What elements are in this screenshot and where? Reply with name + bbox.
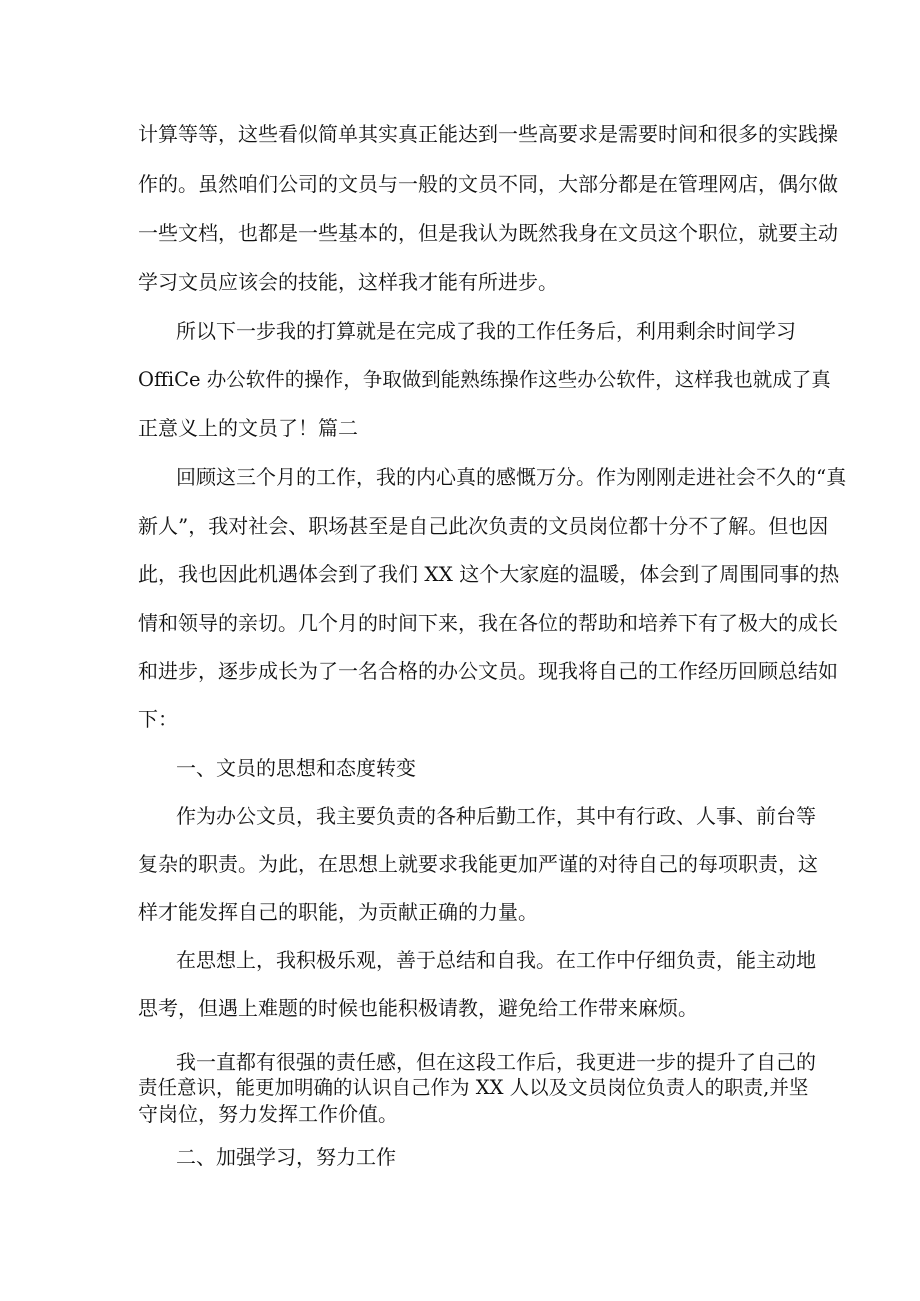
text-line: OffiCe 办公软件的操作，争取做到能熟练操作这些办公软件，这样我也就成了真 (138, 368, 831, 391)
text-line: 思考，但遇上难题的时候也能积极请教，避免给工作带来麻烦。 (138, 996, 698, 1020)
text-line: 一些文档，也都是一些基本的，但是我认为既然我身在文员这个职位，就要主动 (138, 221, 838, 245)
text-line: 和进步，逐步成长为了一名合格的办公文员。现我将自己的工作经历回顾总结如 (138, 659, 838, 683)
text-line: 情和领导的亲切。几个月的时间下来，我在各位的帮助和培养下有了极大的成长 (138, 611, 838, 635)
text-line: 责任意识，能更加明确的认识自己作为 XX 人以及文员岗位负责人的职责,并坚 (138, 1076, 809, 1099)
text-line: 新人”，我对社会、职场甚至是自己此次负责的文员岗位都十分不了解。但也因 (138, 514, 829, 538)
text-line: 样才能发挥自己的职能，为贡献正确的力量。 (138, 900, 538, 924)
text-line: 守岗位，努力发挥工作价值。 (138, 1102, 398, 1126)
text-line: 在思想上，我积极乐观，善于总结和自我。在工作中仔细负责，能主动地 (176, 948, 816, 972)
text-line: 复杂的职责。为此，在思想上就要求我能更加严谨的对待自己的每项职责，这 (138, 852, 818, 876)
text-line: 计算等等，这些看似简单其实真正能达到一些高要求是需要时间和很多的实践操 (138, 122, 838, 146)
text-line: 作为办公文员，我主要负责的各种后勤工作，其中有行政、人事、前台等 (176, 804, 816, 828)
text-line: 作的。虽然咱们公司的文员与一般的文员不同，大部分都是在管理网店，偶尔做 (138, 172, 838, 196)
section-heading: 二、加强学习，努力工作 (176, 1145, 396, 1169)
text-line: 下： (138, 707, 178, 731)
text-line: 此，我也因此机遇体会到了我们 XX 这个大家庭的温暖，体会到了周围同事的热 (138, 562, 840, 586)
section-heading: 一、文员的思想和态度转变 (176, 756, 416, 780)
text-line: 正意义上的文员了！篇二 (138, 416, 358, 440)
text-line: 学习文员应该会的技能，这样我才能有所进步。 (138, 270, 558, 294)
text-line: 我一直都有很强的责任感，但在这段工作后，我更进一步的提升了自己的 (176, 1050, 816, 1074)
text-line: 回顾这三个月的工作，我的内心真的感慨万分。作为刚刚走进社会不久的“真 (176, 465, 847, 489)
text-line: 所以下一步我的打算就是在完成了我的工作任务后，利用剩余时间学习 (176, 319, 796, 343)
